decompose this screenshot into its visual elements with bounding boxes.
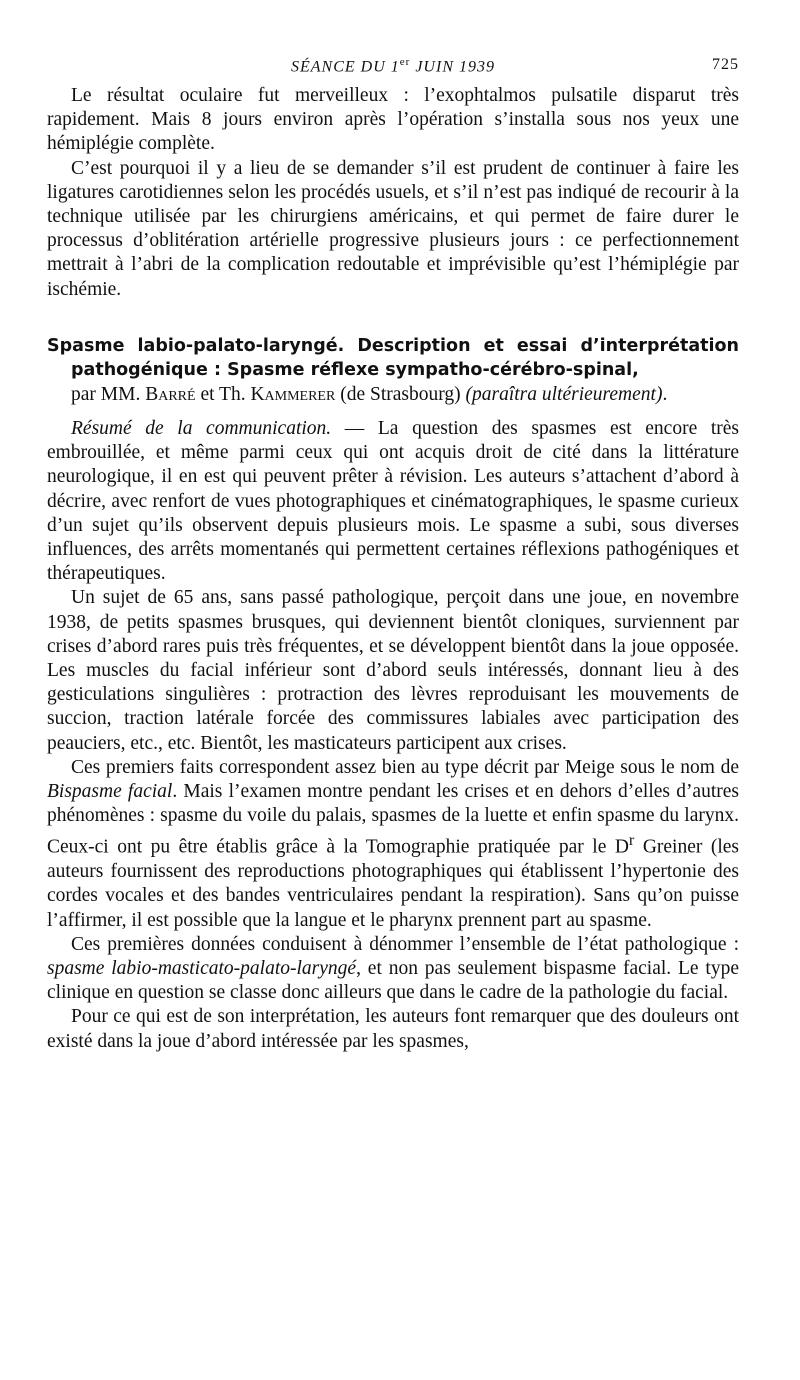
- section-gap: [47, 302, 739, 328]
- running-head-sup: er: [399, 56, 411, 68]
- resume-label: Résumé de la communication.: [71, 418, 332, 440]
- author-kammerer: Kammerer: [250, 383, 336, 405]
- byline-suffix: (de Strasbourg): [335, 383, 466, 405]
- resume-p1-text: — La question des spasmes est encore très embrouillée, et même parmi ceux qui ont acquis droit de cité dans la littérature neurologique, il en est qui peuvent prêter à révision. Les auteurs s’attachent d’abord à décrire, avec renfort de vues photographiques et cinématographiques, le spasme curieux d’un sujet qu’ils observent depuis plusieurs mois. Le spasme a subi, sous diverses influences, des arrêts momentanés qui permettent certaines réflexions pathogéniques et thérapeutiques.: [47, 418, 739, 585]
- resume-p3-em: Bispasme facial: [47, 781, 173, 803]
- article-title: Spasme labio-palato-laryngé. Description et essai d’interprétation pathogénique : Spasme réflexe sympatho-cérébro-spinal,: [47, 335, 739, 381]
- resume-paragraph-3: [47, 756, 739, 933]
- resume-paragraph-1: [47, 417, 739, 586]
- article-byline: [47, 383, 739, 407]
- running-head-prefix: SÉANCE DU 1: [291, 58, 400, 76]
- resume-p4-a: Ces premières données conduisent à dénommer l’ensemble de l’état pathologique :: [71, 933, 739, 955]
- page-number: 725: [712, 56, 739, 73]
- byline-middle: et Th.: [195, 383, 251, 405]
- byline-end: .: [662, 383, 668, 405]
- page-header: [47, 56, 739, 84]
- resume-p3-sup: r: [628, 831, 635, 850]
- resume-p4-em: spasme labio-masticato-palato-laryngé: [47, 958, 357, 979]
- resume-p3-a: Ces premiers faits correspondent assez bien au type décrit par Meige sous le nom de: [71, 756, 739, 778]
- resume-p3-b: . Mais l’examen montre pendant les crises et en dehors d’elles d’autres phénomènes : spasme du voile du palais, spasmes de la luette et enfin spasme du larynx. Ceux-ci ont pu être établis grâce à la Tomographie pratiquée par le D: [47, 781, 739, 858]
- resume-p4-b: , et non pas seulement bispasme facial. Le type clinique en question se classe donc ailleurs que dans le cadre de la pathologie du facial.: [47, 958, 739, 1004]
- resume-p3-c: Greiner (les auteurs fournissent des reproductions photographiques qui établissent l’hypertonie des cordes vocales et des bandes ventriculaires pendant la respiration). Sans qu’on puisse l’affirmer, il est possible que la langue et le pharynx prennent part au spasme.: [47, 836, 740, 931]
- resume-paragraph-4: [47, 933, 739, 1006]
- byline-note: (paraîtra ultérieurement): [465, 383, 663, 405]
- paragraph-2: C’est pourquoi il y a lieu de se demander s’il est prudent de continuer à faire les ligatures carotidiennes selon les procédés usuels, et s’il n’est pas indiqué de recourir à la technique utilisée par les chirurgiens américains, et qui permet de faire durer le processus d’oblitération artérielle progressive plusieurs jours : ce perfectionnement mettrait à l’abri de la complication redoutable et imprévisible qu’est l’hémiplégie par ischémie.: [47, 157, 739, 300]
- running-head-suffix: JUIN 1939: [410, 58, 495, 76]
- byline-prefix: par MM.: [71, 383, 146, 405]
- running-head: [47, 56, 739, 76]
- page: [47, 56, 739, 1054]
- author-barre: Barré: [145, 383, 196, 405]
- paragraph-1: Le résultat oculaire fut merveilleux : l’exophtalmos pulsatile disparut très rapidement. Mais 8 jours environ après l’opération s’installa sous nos yeux une hémiplégie complète.: [47, 85, 739, 155]
- resume-paragraph-5: Pour ce qui est de son interprétation, les auteurs font remarquer que des douleurs ont existé dans la joue d’abord intéressée par les spasmes,: [47, 1006, 739, 1052]
- resume-paragraph-2: Un sujet de 65 ans, sans passé pathologique, perçoit dans une joue, en novembre 1938, de petits spasmes brusques, qui deviennent bientôt cloniques, surviennent par crises d’abord rares puis très fréquentes, et se développent bientôt dans la joue opposée. Les muscles du facial inférieur sont d’abord seuls intéressés, donnant lieu à des gesticulations singulières : protraction des lèvres reproduisant les mouvements de succion, traction latérale forcée des commissures labiales avec participation des peauciers, etc., etc. Bientôt, les masticateurs participent aux crises.: [47, 587, 739, 754]
